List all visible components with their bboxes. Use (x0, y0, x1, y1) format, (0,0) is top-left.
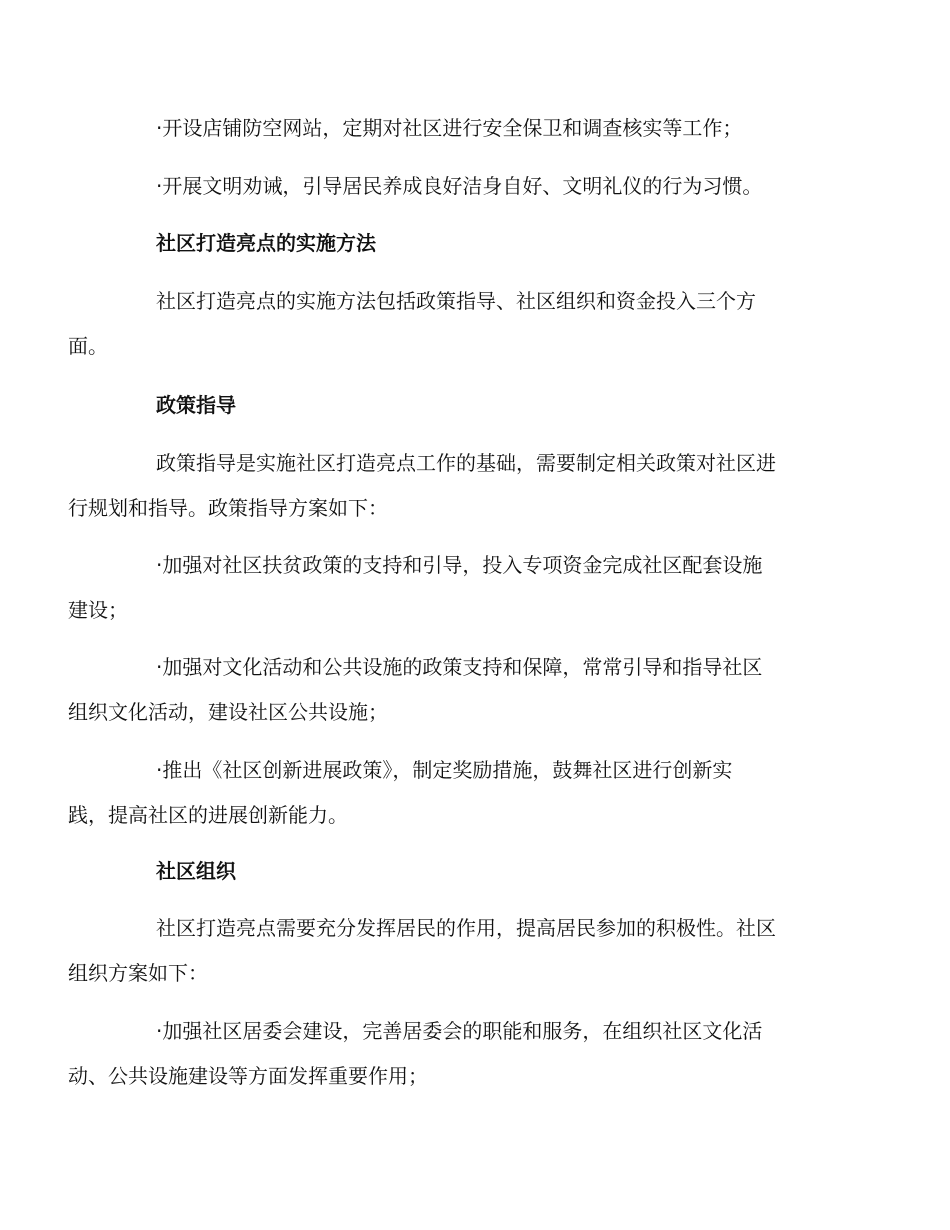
line: ·加强对文化活动和公共设施的政策支持和保障，常常引导和指导社区 (156, 655, 763, 679)
bullet-paragraph (112, 164, 832, 209)
line: 社区打造亮点需要充分发挥居民的作用，提高居民参加的积极性。社区 (156, 916, 776, 940)
line: 行规划和指导。政策指导方案如下： (68, 496, 388, 520)
body-paragraph (68, 279, 832, 369)
heading-text: 社区打造亮点的实施方法 (156, 231, 376, 255)
line: 践，提高社区的进展创新能力。 (68, 803, 348, 827)
line: 组织文化活动，建设社区公共设施； (68, 700, 388, 724)
bullet-paragraph (68, 543, 832, 633)
line: 建设； (68, 598, 128, 622)
line: 面。 (68, 334, 108, 358)
bullet-paragraph (112, 106, 832, 151)
line: 动、公共设施建设等方面发挥重要作用； (68, 1064, 428, 1088)
line: ·推出《社区创新进展政策》，制定奖励措施，鼓舞社区进行创新实 (156, 758, 733, 782)
line: ·开展文明劝诫，引导居民养成良好洁身自好、文明礼仪的行为习惯。 (156, 174, 763, 198)
bullet-paragraph (68, 748, 832, 838)
line: ·开设店铺防空网站，定期对社区进行安全保卫和调查核实等工作； (156, 116, 743, 140)
heading-text: 社区组织 (156, 859, 236, 883)
bullet-paragraph (68, 1009, 832, 1099)
section-heading (112, 849, 832, 894)
line: 社区打造亮点的实施方法包括政策指导、社区组织和资金投入三个方 (156, 289, 756, 313)
line: ·加强对社区扶贫政策的支持和引导，投入专项资金完成社区配套设施 (156, 553, 763, 577)
section-heading (112, 221, 832, 266)
section-heading (112, 383, 832, 428)
heading-text: 政策指导 (156, 393, 236, 417)
line: ·加强社区居委会建设，完善居委会的职能和服务，在组织社区文化活 (156, 1019, 763, 1043)
body-paragraph (68, 441, 832, 531)
line: 政策指导是实施社区打造亮点工作的基础，需要制定相关政策对社区进 (156, 451, 776, 475)
line: 组织方案如下： (68, 961, 208, 985)
bullet-paragraph (68, 645, 832, 735)
body-paragraph (68, 906, 832, 996)
